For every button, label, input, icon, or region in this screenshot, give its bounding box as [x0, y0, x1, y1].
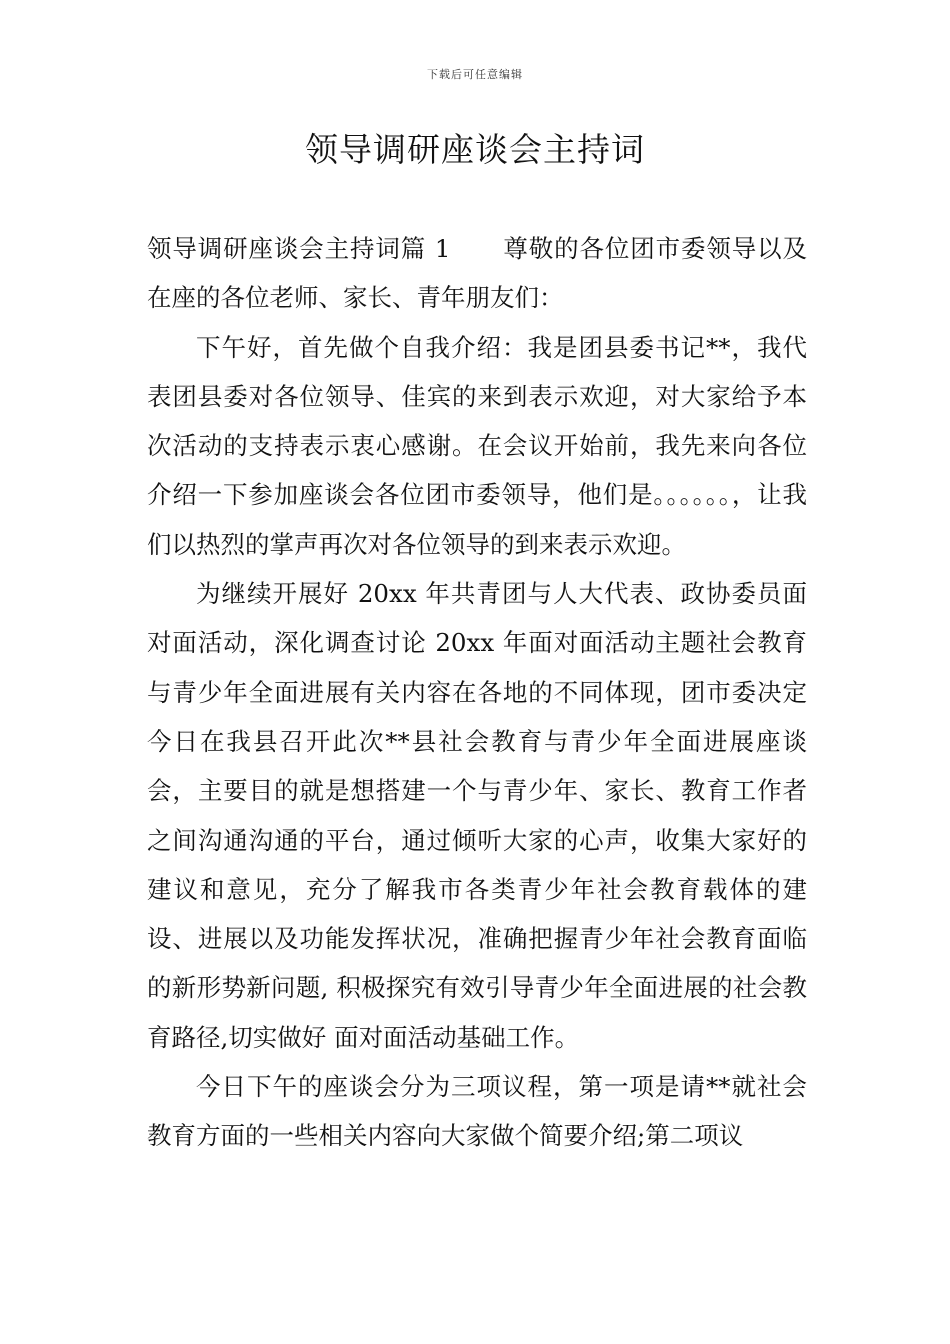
body-paragraph-3: 今日下午的座谈会分为三项议程，第一项是请**就社会教育方面的一些相关内容向大家做个简要介绍;第二项议	[147, 1072, 807, 1151]
document-title: 领导调研座谈会主持词	[305, 130, 645, 169]
intro-paragraph	[147, 224, 807, 323]
intro-label: 领导调研座谈会主持词篇 1	[147, 234, 451, 263]
intro-greeting: 尊敬的各位团市委领导以及在座的各位老师、家长、青年朋友们：	[147, 234, 807, 313]
body-paragraph-1: 下午好，首先做个自我介绍：我是团县委书记**，我代表团县委对各位领导、佳宾的来到表示欢迎，对大家给予本次活动的支持表示衷心感谢。在会议开始前，我先来向各位介绍一下参加座谈会各位团市委领导，他们是。。。。。。，让我们以热烈的掌声再次对各位领导的到来表示欢迎。	[147, 332, 807, 559]
document-body	[147, 224, 807, 1161]
header-note: 下载后可任意编辑	[427, 68, 523, 81]
body-paragraph-2: 为继续开展好 20xx 年共青团与人大代表、政协委员面对面活动，深化调查讨论 20xx 年面对面活动主题社会教育与青少年全面进展有关内容在各地的不同体现，团市委决定今日在我县召开此次**县社会教育与青少年全面进展座谈会，主要目的就是想搭建一个与青少年、家长、教育工作者之间沟通沟通的平台，通过倾听大家的心声，收集大家好的建议和意见，充分了解我市各类青少年社会教育载体的建设、进展以及功能发挥状况，准确把握青少年社会教育面临的新形势新问题, 积极探究有效引导青少年全面进展的社会教育路径,切实做好 面对面活动基础工作。	[147, 579, 807, 1052]
